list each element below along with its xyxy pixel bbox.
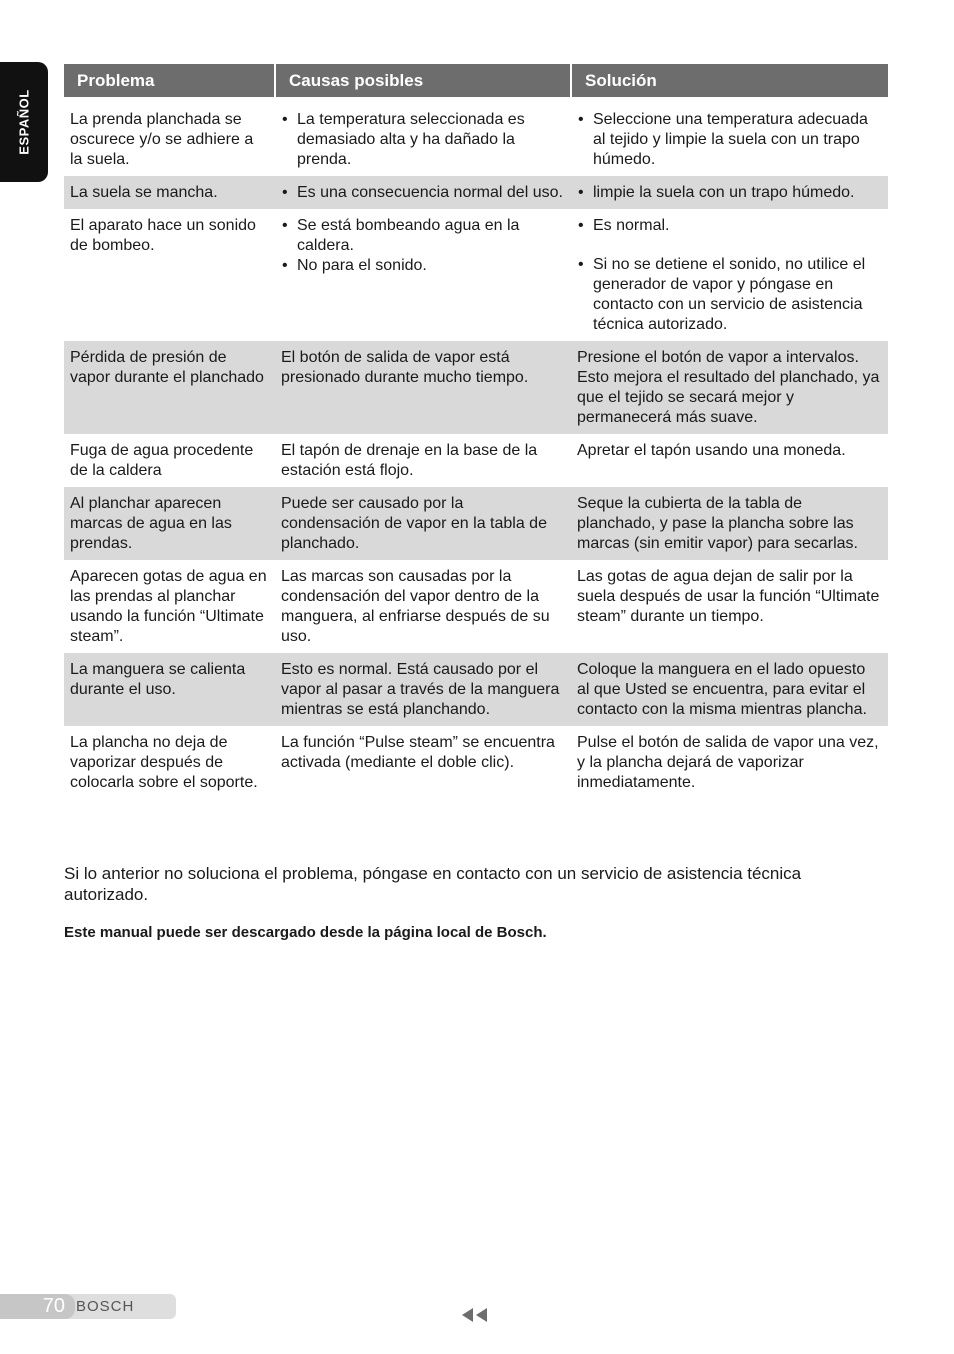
solution-cell: Seque la cubierta de la tabla de planchado, y pase la plancha sobre las marcas (sin emitir vapor) para secarlas. [571,487,888,560]
table-row [64,176,888,209]
contact-service-note: Si lo anterior no soluciona el problema, póngase en contacto con un servicio de asistencia técnica autorizado. [64,864,802,904]
cause-item: • La temperatura seleccionada es demasiado alta y ha dañado la prenda. [281,110,565,170]
problem-cell: El aparato hace un sonido de bombeo. [70,217,256,254]
problem-cell: La manguera se calienta durante el uso. [64,653,275,726]
solution-cell: Pulse el botón de salida de vapor una vez, y la plancha dejará de vaporizar inmediatamente. [577,734,879,791]
cause-cell: El botón de salida de vapor está presionado durante mucho tiempo. [275,341,571,434]
table-row [64,209,888,341]
download-manual-note: Este manual puede ser descargado desde la página local de Bosch. [64,924,547,941]
header-solution: Solución [571,64,888,97]
rewind-double-arrow-icon[interactable] [462,1307,490,1323]
problem-cell: Fuga de agua procedente de la caldera [70,442,254,479]
header-problem: Problema [64,64,275,97]
cause-item: • Se está bombeando agua en la caldera. [281,216,565,256]
problem-cell: Aparecen gotas de agua en las prendas al planchar usando la función “Ultimate steam”. [70,568,267,645]
header-causes: Causas posibles [275,64,571,97]
solution-item: • Es normal. [577,216,882,236]
table-row [64,97,888,176]
page-number: 70 [0,1294,75,1319]
language-label: ESPAÑOL [16,89,32,155]
table-row [64,653,888,726]
cause-cell: Esto es normal. Está causado por el vapor al pasar a través de la manguera mientras se está planchando. [275,653,571,726]
solution-item: • limpie la suela con un trapo húmedo. [577,183,882,203]
table-row [64,726,888,799]
solution-cell: Presione el botón de vapor a intervalos. Esto mejora el resultado del planchado, ya que el tejido se secará mejor y permanecerá más suave. [571,341,888,434]
language-tab [0,62,48,182]
cause-cell: Puede ser causado por la condensación de vapor en la tabla de planchado. [275,487,571,560]
brand-name: BOSCH [76,1298,135,1315]
problem-cell: La prenda planchada se oscurece y/o se adhiere a la suela. [70,111,254,168]
solutions-cell [571,209,888,341]
cause-item: • Es una consecuencia normal del uso. [281,183,565,203]
solution-cell: Las gotas de agua dejan de salir por la suela después de usar la función “Ultimate steam” durante un tiempo. [577,568,880,625]
table-row [64,434,888,487]
cause-cell: El tapón de drenaje en la base de la estación está flojo. [281,442,538,479]
table-row [64,341,888,434]
table-header-row [64,64,888,97]
causes-cell [275,209,571,341]
problem-cell: Al planchar aparecen marcas de agua en las prendas. [64,487,275,560]
causes-cell [275,176,571,209]
solution-cell: Apretar el tapón usando una moneda. [577,442,846,459]
solution-cell: Coloque la manguera en el lado opuesto al que Usted se encuentra, para evitar el contacto con la misma mientras plancha. [571,653,888,726]
problem-cell: La suela se mancha. [64,176,275,209]
cause-cell: Las marcas son causadas por la condensación del vapor dentro de la manguera, al enfriarse después de su uso. [281,568,550,645]
problem-cell: La plancha no deja de vaporizar después de colocarla sobre el soporte. [70,734,258,791]
problem-cell: Pérdida de presión de vapor durante el planchado [64,341,275,434]
cause-item: • No para el sonido. [281,256,565,276]
solutions-cell [571,97,888,176]
causes-cell [275,97,571,176]
solutions-cell [571,176,888,209]
troubleshooting-table [64,64,888,799]
table-row [64,487,888,560]
solution-item: • Seleccione una temperatura adecuada al tejido y limpie la suela con un trapo húmedo. [577,110,882,170]
solution-item: • Si no se detiene el sonido, no utilice el generador de vapor y póngase en contacto con un servicio de asistencia técnica autorizado. [577,255,882,335]
cause-cell: La función “Pulse steam” se encuentra activada (mediante el doble clic). [281,734,555,771]
table-row [64,560,888,653]
